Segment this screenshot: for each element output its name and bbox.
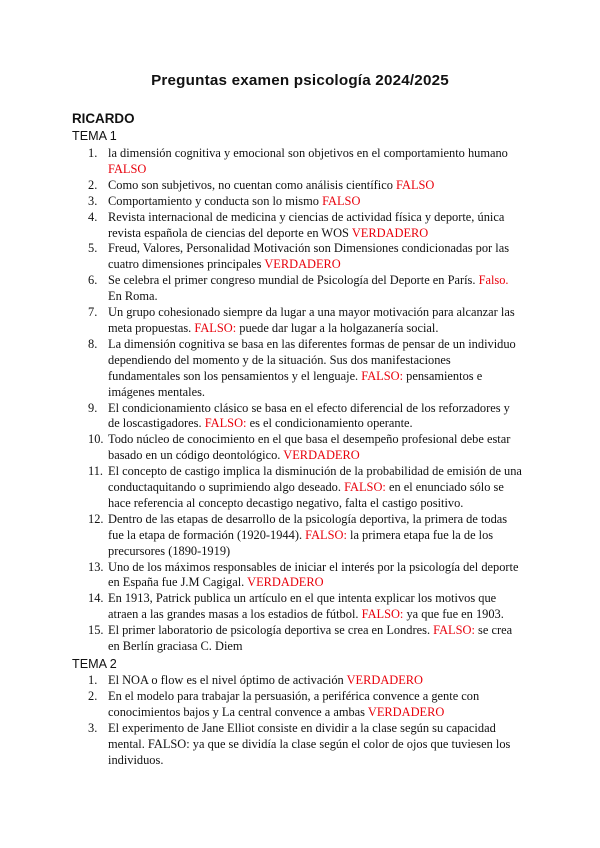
answer-label: FALSO: [361, 368, 404, 383]
answer-label: Falso. [478, 273, 509, 288]
section-heading-tema-2: TEMA 2 [72, 657, 117, 671]
item-number: 1. [88, 673, 98, 687]
answer-label: VERDADERO [264, 257, 341, 272]
item-number: 15. [88, 623, 104, 638]
document-title: Preguntas examen psicología 2024/2025 [151, 72, 449, 89]
answer-label: VERDADERO [351, 225, 429, 240]
question-text: La dimensión cognitiva se basa en las diferentes formas de pensar de un individuo dependiendo del momento y de la situación. Sus dos manifestaciones fundamentales son los pensamientos y el lenguaje. [108, 336, 516, 383]
section-heading-tema-1: TEMA 1 [72, 129, 117, 143]
question-text: Como son subjetivos, no cuentan como análisis científico [108, 177, 397, 192]
question-text: El experimento de Jane Elliot consiste en dividir a la clase según su capacidad mental. FALSO: ya que se dividía la clase según el color de ojos que tuviesen los individuos. [108, 720, 511, 767]
list-item [72, 305, 524, 337]
item-number: 2. [88, 688, 98, 703]
list-item [72, 432, 524, 464]
item-number: 9. [88, 400, 98, 415]
answer-label: VERDADERO [247, 575, 324, 590]
item-number: 5. [88, 241, 98, 256]
list-item [72, 401, 524, 433]
question-text: El concepto de castigo implica la disminución de la probabilidad de emisión de una conductaquitando o suprimiendo algo deseado. [108, 464, 522, 495]
answer-label: VERDADERO [283, 448, 360, 463]
answer-label: FALSO: [361, 607, 404, 622]
question-text: El condicionamiento clásico se basa en el efecto diferencial de los reforzadores y de loscastigadores. [108, 400, 510, 431]
question-text: Uno de los máximos responsables de iniciar el interés por la psicología del deporte en España fue J.M Cagigal. [108, 559, 519, 590]
question-text: Revista internacional de medicina y ciencias de actividad física y deporte, única revista española de ciencias del deporte en WOS [108, 209, 505, 240]
list-item [72, 591, 524, 623]
item-number: 13. [88, 559, 104, 574]
item-number: 8. [88, 336, 98, 351]
item-number: 2. [88, 177, 98, 192]
item-number: 1. [88, 146, 98, 160]
item-number: 3. [88, 193, 98, 208]
answer-label: FALSO: [433, 623, 475, 638]
question-list-tema-2 [72, 673, 524, 768]
list-item [72, 689, 524, 721]
answer-note: es el condicionamiento operante. [246, 416, 413, 431]
item-number: 3. [88, 720, 98, 735]
question-text: Comportamiento y conducta son lo mismo [108, 193, 323, 208]
answer-label: FALSO [322, 193, 361, 208]
question-text: En el modelo para trabajar la persuasión, a periférica convence a gente con conocimientos bajos y La central convence a ambas [108, 688, 480, 719]
list-item [72, 273, 524, 305]
list-item [72, 512, 524, 560]
list-item [72, 210, 524, 242]
list-item [72, 194, 524, 210]
answer-note: se crea en Berlín graciasa C. Diem [108, 623, 513, 654]
answer-note: ya que fue en 1903. [403, 607, 504, 622]
item-number: 14. [88, 591, 104, 606]
list-item [72, 560, 524, 592]
question-list-tema-1 [72, 146, 524, 655]
question-text: El NOA o flow es el nivel óptimo de activación [108, 673, 347, 687]
item-number: 12. [88, 511, 104, 526]
list-item [72, 721, 524, 769]
answer-label: VERDADERO [346, 673, 424, 687]
answer-note: pensamientos e imágenes mentales. [108, 368, 483, 399]
question-text: El primer laboratorio de psicología deportiva se crea en Londres. [108, 623, 434, 638]
question-text: Se celebra el primer congreso mundial de Psicología del Deporte en París. [108, 273, 479, 288]
question-text: En 1913, Patrick publica un artículo en el que intenta explicar los motivos que atraen a las grandes masas a los estadios de fútbol. [108, 591, 497, 622]
question-text: Freud, Valores, Personalidad Motivación son Dimensiones condicionadas por las cuatro dimensiones principales [108, 241, 510, 272]
author-name: RICARDO [72, 111, 135, 126]
list-item [72, 241, 524, 273]
answer-label: FALSO: [305, 527, 347, 542]
item-number: 7. [88, 305, 98, 320]
answer-label: FALSO: [194, 320, 237, 335]
answer-note: la primera etapa fue la de los precursores (1890-1919) [108, 527, 494, 558]
item-number: 6. [88, 273, 98, 288]
item-number: 4. [88, 209, 98, 224]
list-item [72, 337, 524, 401]
question-text: Dentro de las etapas de desarrollo de la psicología deportiva, la primera de todas fue la etapa de formación (1920-1944). [108, 511, 508, 542]
list-item [72, 146, 524, 178]
answer-label: FALSO [396, 177, 435, 192]
question-text: la dimensión cognitiva y emocional son objetivos en el comportamiento humano [108, 146, 508, 160]
answer-note: en el enunciado sólo se hace referencia al concepto decastigo negativo, falta el castigo positivo. [108, 480, 504, 510]
question-text: Un grupo cohesionado siempre da lugar a una mayor motivación para alcanzar las meta propuestas. [108, 305, 515, 335]
answer-note: puede dar lugar a la holgazanería social. [236, 320, 439, 335]
answer-label: VERDADERO [367, 704, 445, 719]
list-item [72, 178, 524, 194]
answer-label: FALSO [108, 161, 147, 176]
answer-note: En Roma. [108, 289, 158, 304]
list-item [72, 623, 524, 655]
item-number: 10. [88, 432, 104, 447]
item-number: 11. [88, 464, 104, 479]
question-text: Todo núcleo de conocimiento en el que basa el desempeño profesional debe estar basado en un código deontológico. [108, 432, 511, 463]
answer-label: FALSO: [344, 480, 386, 495]
answer-label: FALSO: [204, 416, 247, 431]
list-item [72, 464, 524, 512]
list-item [72, 673, 524, 689]
